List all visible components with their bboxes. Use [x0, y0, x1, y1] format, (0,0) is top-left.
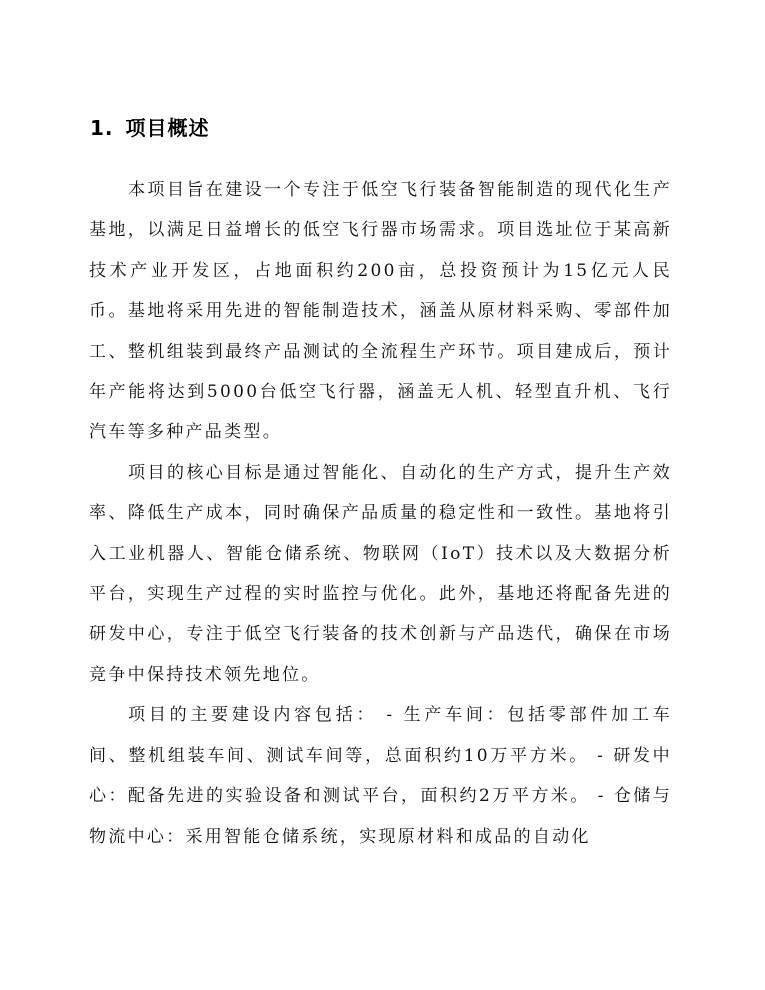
section-heading [90, 112, 210, 141]
section-title: 项目概述 [125, 116, 210, 140]
section-number: 1. [90, 116, 114, 140]
paragraph-construction-content: 项目的主要建设内容包括： - 生产车间：包括零部件加工车间、整机组装车间、测试车间等，总面积约10万平方米。 - 研发中心：配备先进的实验设备和测试平台，面积约2万平方米。 - 仓储与物流中心：采用智能仓储系统，实现原材料和成品的自动化 [89, 705, 672, 847]
paragraph-overview: 本项目旨在建设一个专注于低空飞行装备智能制造的现代化生产基地，以满足日益增长的低空飞行器市场需求。项目选址位于某高新技术产业开发区，占地面积约200亩，总投资预计为15亿元人民币。基地将采用先进的智能制造技术，涵盖从原材料采购、零部件加工、整机组装到最终产品测试的全流程生产环节。项目建成后，预计年产能将达到5000台低空飞行器，涵盖无人机、轻型直升机、飞行汽车等多种产品类型。 [89, 180, 672, 443]
section-body [89, 170, 672, 857]
paragraph-core-goals: 项目的核心目标是通过智能化、自动化的生产方式，提升生产效率、降低生产成本，同时确保产品质量的稳定性和一致性。基地将引入工业机器人、智能仓储系统、物联网（IoT）技术以及大数据分析平台，实现生产过程的实时监控与优化。此外，基地还将配备先进的研发中心，专注于低空飞行装备的技术创新与产品迭代，确保在市场竞争中保持技术领先地位。 [89, 462, 672, 685]
